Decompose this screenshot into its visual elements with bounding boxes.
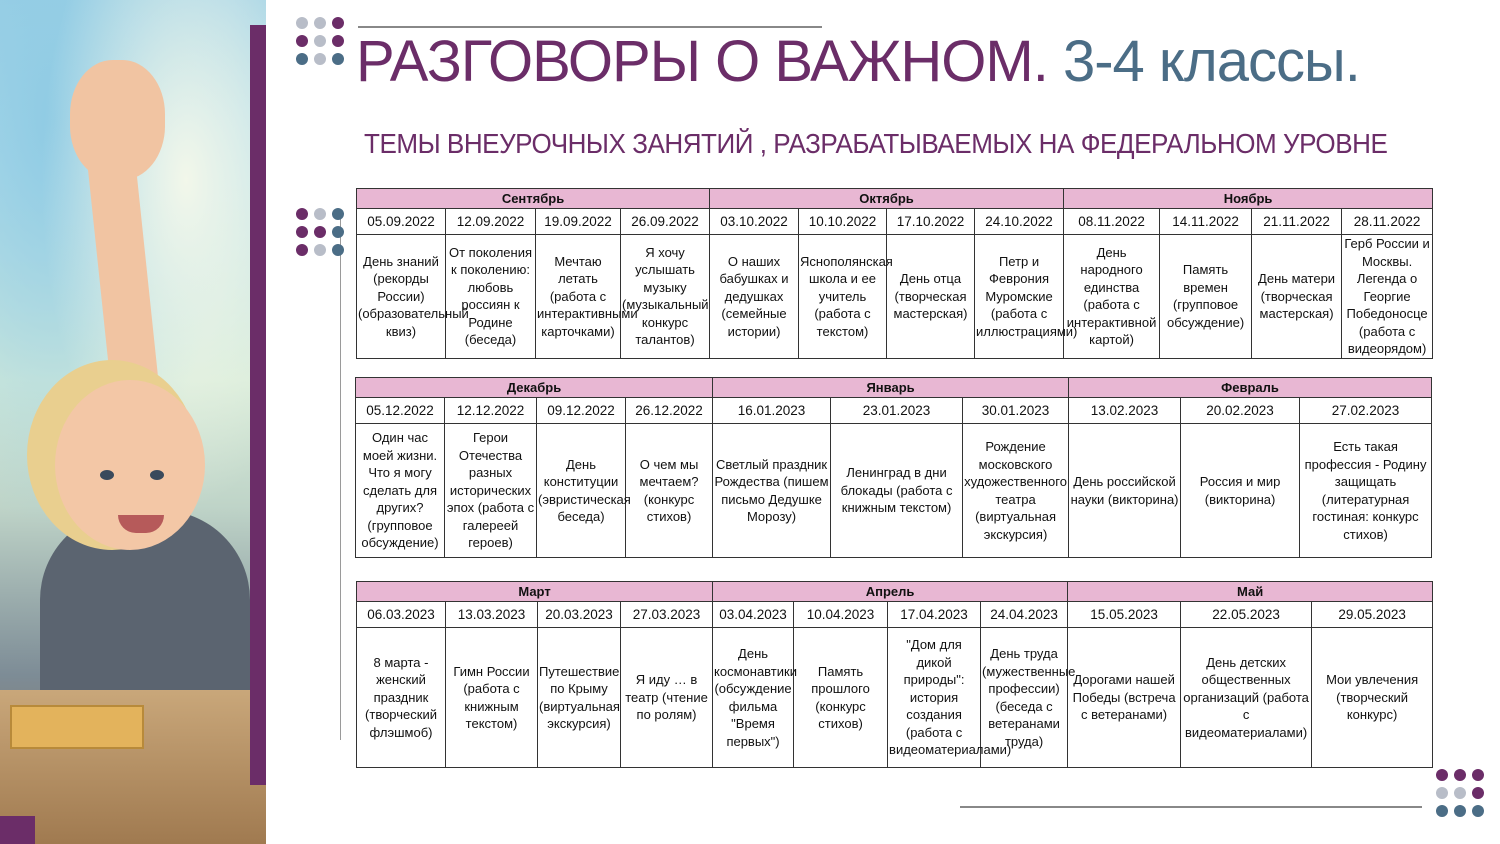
topic-cell: Россия и мир (викторина) bbox=[1181, 424, 1300, 558]
date-cell: 13.02.2023 bbox=[1069, 398, 1181, 424]
date-cell: 20.02.2023 bbox=[1181, 398, 1300, 424]
divider-vertical-line bbox=[340, 210, 341, 740]
topic-cell: Я хочу услышать музыку (музыкальный конкурс талантов) bbox=[621, 235, 710, 359]
topic-cell: День отца (творческая мастерская) bbox=[887, 235, 975, 359]
topic-cell: О наших бабушках и дедушках (семейные истории) bbox=[710, 235, 799, 359]
month-header: Сентябрь bbox=[357, 189, 710, 209]
date-cell: 10.04.2023 bbox=[794, 602, 888, 628]
title-main: РАЗГОВОРЫ О ВАЖНОМ. bbox=[356, 29, 1048, 94]
date-cell: 30.01.2023 bbox=[963, 398, 1069, 424]
month-header: Май bbox=[1068, 582, 1433, 602]
date-cell: 20.03.2023 bbox=[538, 602, 621, 628]
dots-decoration-bottom bbox=[1436, 769, 1484, 817]
date-cell: 22.05.2023 bbox=[1181, 602, 1312, 628]
topic-cell: Есть такая профессия - Родину защищать (литературная гостиная: конкурс стихов) bbox=[1300, 424, 1432, 558]
topic-cell: День народного единства (работа с интерактивной картой) bbox=[1064, 235, 1160, 359]
month-header: Декабрь bbox=[356, 378, 713, 398]
topic-cell: Гимн России (работа с книжным текстом) bbox=[446, 628, 538, 768]
topic-cell: Память времен (групповое обсуждение) bbox=[1160, 235, 1252, 359]
month-header: Ноябрь bbox=[1064, 189, 1433, 209]
topic-cell: День матери (творческая мастерская) bbox=[1252, 235, 1342, 359]
date-cell: 08.11.2022 bbox=[1064, 209, 1160, 235]
date-cell: 05.12.2022 bbox=[356, 398, 445, 424]
date-cell: 10.10.2022 bbox=[799, 209, 887, 235]
month-header: Октябрь bbox=[710, 189, 1064, 209]
topic-cell: "Дом для дикой природы": история создания (работа с видеоматериалами) bbox=[888, 628, 981, 768]
schedule-table-winter bbox=[355, 377, 1432, 558]
topic-cell: Один час моей жизни. Что я могу сделать для других? (групповое обсуждение) bbox=[356, 424, 445, 558]
month-header: Март bbox=[357, 582, 713, 602]
topic-cell: Путешествие по Крыму (виртуальная экскурсия) bbox=[538, 628, 621, 768]
date-cell: 12.12.2022 bbox=[445, 398, 537, 424]
date-cell: 03.04.2023 bbox=[713, 602, 794, 628]
topic-cell: 8 марта - женский праздник (творческий флэшмоб) bbox=[357, 628, 446, 768]
accent-vertical-bar bbox=[250, 25, 266, 785]
topic-cell: Ленинград в дни блокады (работа с книжным текстом) bbox=[831, 424, 963, 558]
date-cell: 15.05.2023 bbox=[1068, 602, 1181, 628]
date-cell: 17.04.2023 bbox=[888, 602, 981, 628]
topic-cell: Мечтаю летать (работа с интерактивными карточками) bbox=[536, 235, 621, 359]
topic-cell: Герб России и Москвы. Легенда о Георгие Победоносце (работа с видеорядом) bbox=[1342, 235, 1433, 359]
date-cell: 03.10.2022 bbox=[710, 209, 799, 235]
date-cell: 23.01.2023 bbox=[831, 398, 963, 424]
date-cell: 24.04.2023 bbox=[981, 602, 1068, 628]
schedule-table-spring bbox=[356, 581, 1433, 768]
topic-cell: Яснополянская школа и ее учитель (работа с текстом) bbox=[799, 235, 887, 359]
accent-corner-block bbox=[0, 816, 35, 844]
topic-cell: День конституции (эвристическая беседа) bbox=[537, 424, 626, 558]
date-cell: 24.10.2022 bbox=[975, 209, 1064, 235]
dots-decoration-middle bbox=[296, 208, 344, 256]
topic-cell: День знаний (рекорды России) (образовательный квиз) bbox=[357, 235, 446, 359]
topic-cell: Дорогами нашей Победы (встреча с ветеранами) bbox=[1068, 628, 1181, 768]
topic-cell: От поколения к поколению: любовь россиян к Родине (беседа) bbox=[446, 235, 536, 359]
topic-cell: Светлый праздник Рождества (пишем письмо Дедушке Морозу) bbox=[713, 424, 831, 558]
page-subtitle: ТЕМЫ ВНЕУРОЧНЫХ ЗАНЯТИЙ , РАЗРАБАТЫВАЕМЫХ НА ФЕДЕРАЛЬНОМ УРОВНЕ bbox=[364, 128, 1388, 159]
date-cell: 27.03.2023 bbox=[621, 602, 713, 628]
date-cell: 17.10.2022 bbox=[887, 209, 975, 235]
date-cell: 05.09.2022 bbox=[357, 209, 446, 235]
hero-photo bbox=[0, 0, 266, 844]
topic-cell: Герои Отечества разных исторических эпох (работа с галереей героев) bbox=[445, 424, 537, 558]
photo-eye-right bbox=[150, 470, 164, 480]
photo-wooden-block bbox=[10, 705, 144, 749]
date-cell: 13.03.2023 bbox=[446, 602, 538, 628]
topic-cell: Рождение московского художественного театра (виртуальная экскурсия) bbox=[963, 424, 1069, 558]
topic-cell: О чем мы мечтаем? (конкурс стихов) bbox=[626, 424, 713, 558]
topic-cell: День труда (мужественные профессии) (беседа с ветеранами труда) bbox=[981, 628, 1068, 768]
topic-cell: Мои увлечения (творческий конкурс) bbox=[1312, 628, 1433, 768]
schedule-table-autumn bbox=[356, 188, 1433, 359]
month-header: Апрель bbox=[713, 582, 1068, 602]
date-cell: 26.12.2022 bbox=[626, 398, 713, 424]
dots-decoration-top bbox=[296, 17, 344, 65]
divider-bottom-line bbox=[960, 806, 1422, 808]
topic-cell: День детских общественных организаций (работа с видеоматериалами) bbox=[1181, 628, 1312, 768]
date-cell: 27.02.2023 bbox=[1300, 398, 1432, 424]
month-header: Февраль bbox=[1069, 378, 1432, 398]
date-cell: 19.09.2022 bbox=[536, 209, 621, 235]
date-cell: 06.03.2023 bbox=[357, 602, 446, 628]
date-cell: 14.11.2022 bbox=[1160, 209, 1252, 235]
title-grades: 3-4 классы. bbox=[1062, 29, 1360, 94]
photo-eye-left bbox=[100, 470, 114, 480]
date-cell: 09.12.2022 bbox=[537, 398, 626, 424]
month-header: Январь bbox=[713, 378, 1069, 398]
date-cell: 29.05.2023 bbox=[1312, 602, 1433, 628]
date-cell: 28.11.2022 bbox=[1342, 209, 1433, 235]
topic-cell: День российской науки (викторина) bbox=[1069, 424, 1181, 558]
topic-cell: Память прошлого (конкурс стихов) bbox=[794, 628, 888, 768]
date-cell: 21.11.2022 bbox=[1252, 209, 1342, 235]
page-title bbox=[356, 28, 1360, 95]
photo-raised-hand bbox=[70, 60, 165, 180]
topic-cell: День космонавтики (обсуждение фильма "Время первых") bbox=[713, 628, 794, 768]
date-cell: 26.09.2022 bbox=[621, 209, 710, 235]
topic-cell: Петр и Феврония Муромские (работа с иллюстрациями) bbox=[975, 235, 1064, 359]
date-cell: 12.09.2022 bbox=[446, 209, 536, 235]
date-cell: 16.01.2023 bbox=[713, 398, 831, 424]
topic-cell: Я иду … в театр (чтение по ролям) bbox=[621, 628, 713, 768]
